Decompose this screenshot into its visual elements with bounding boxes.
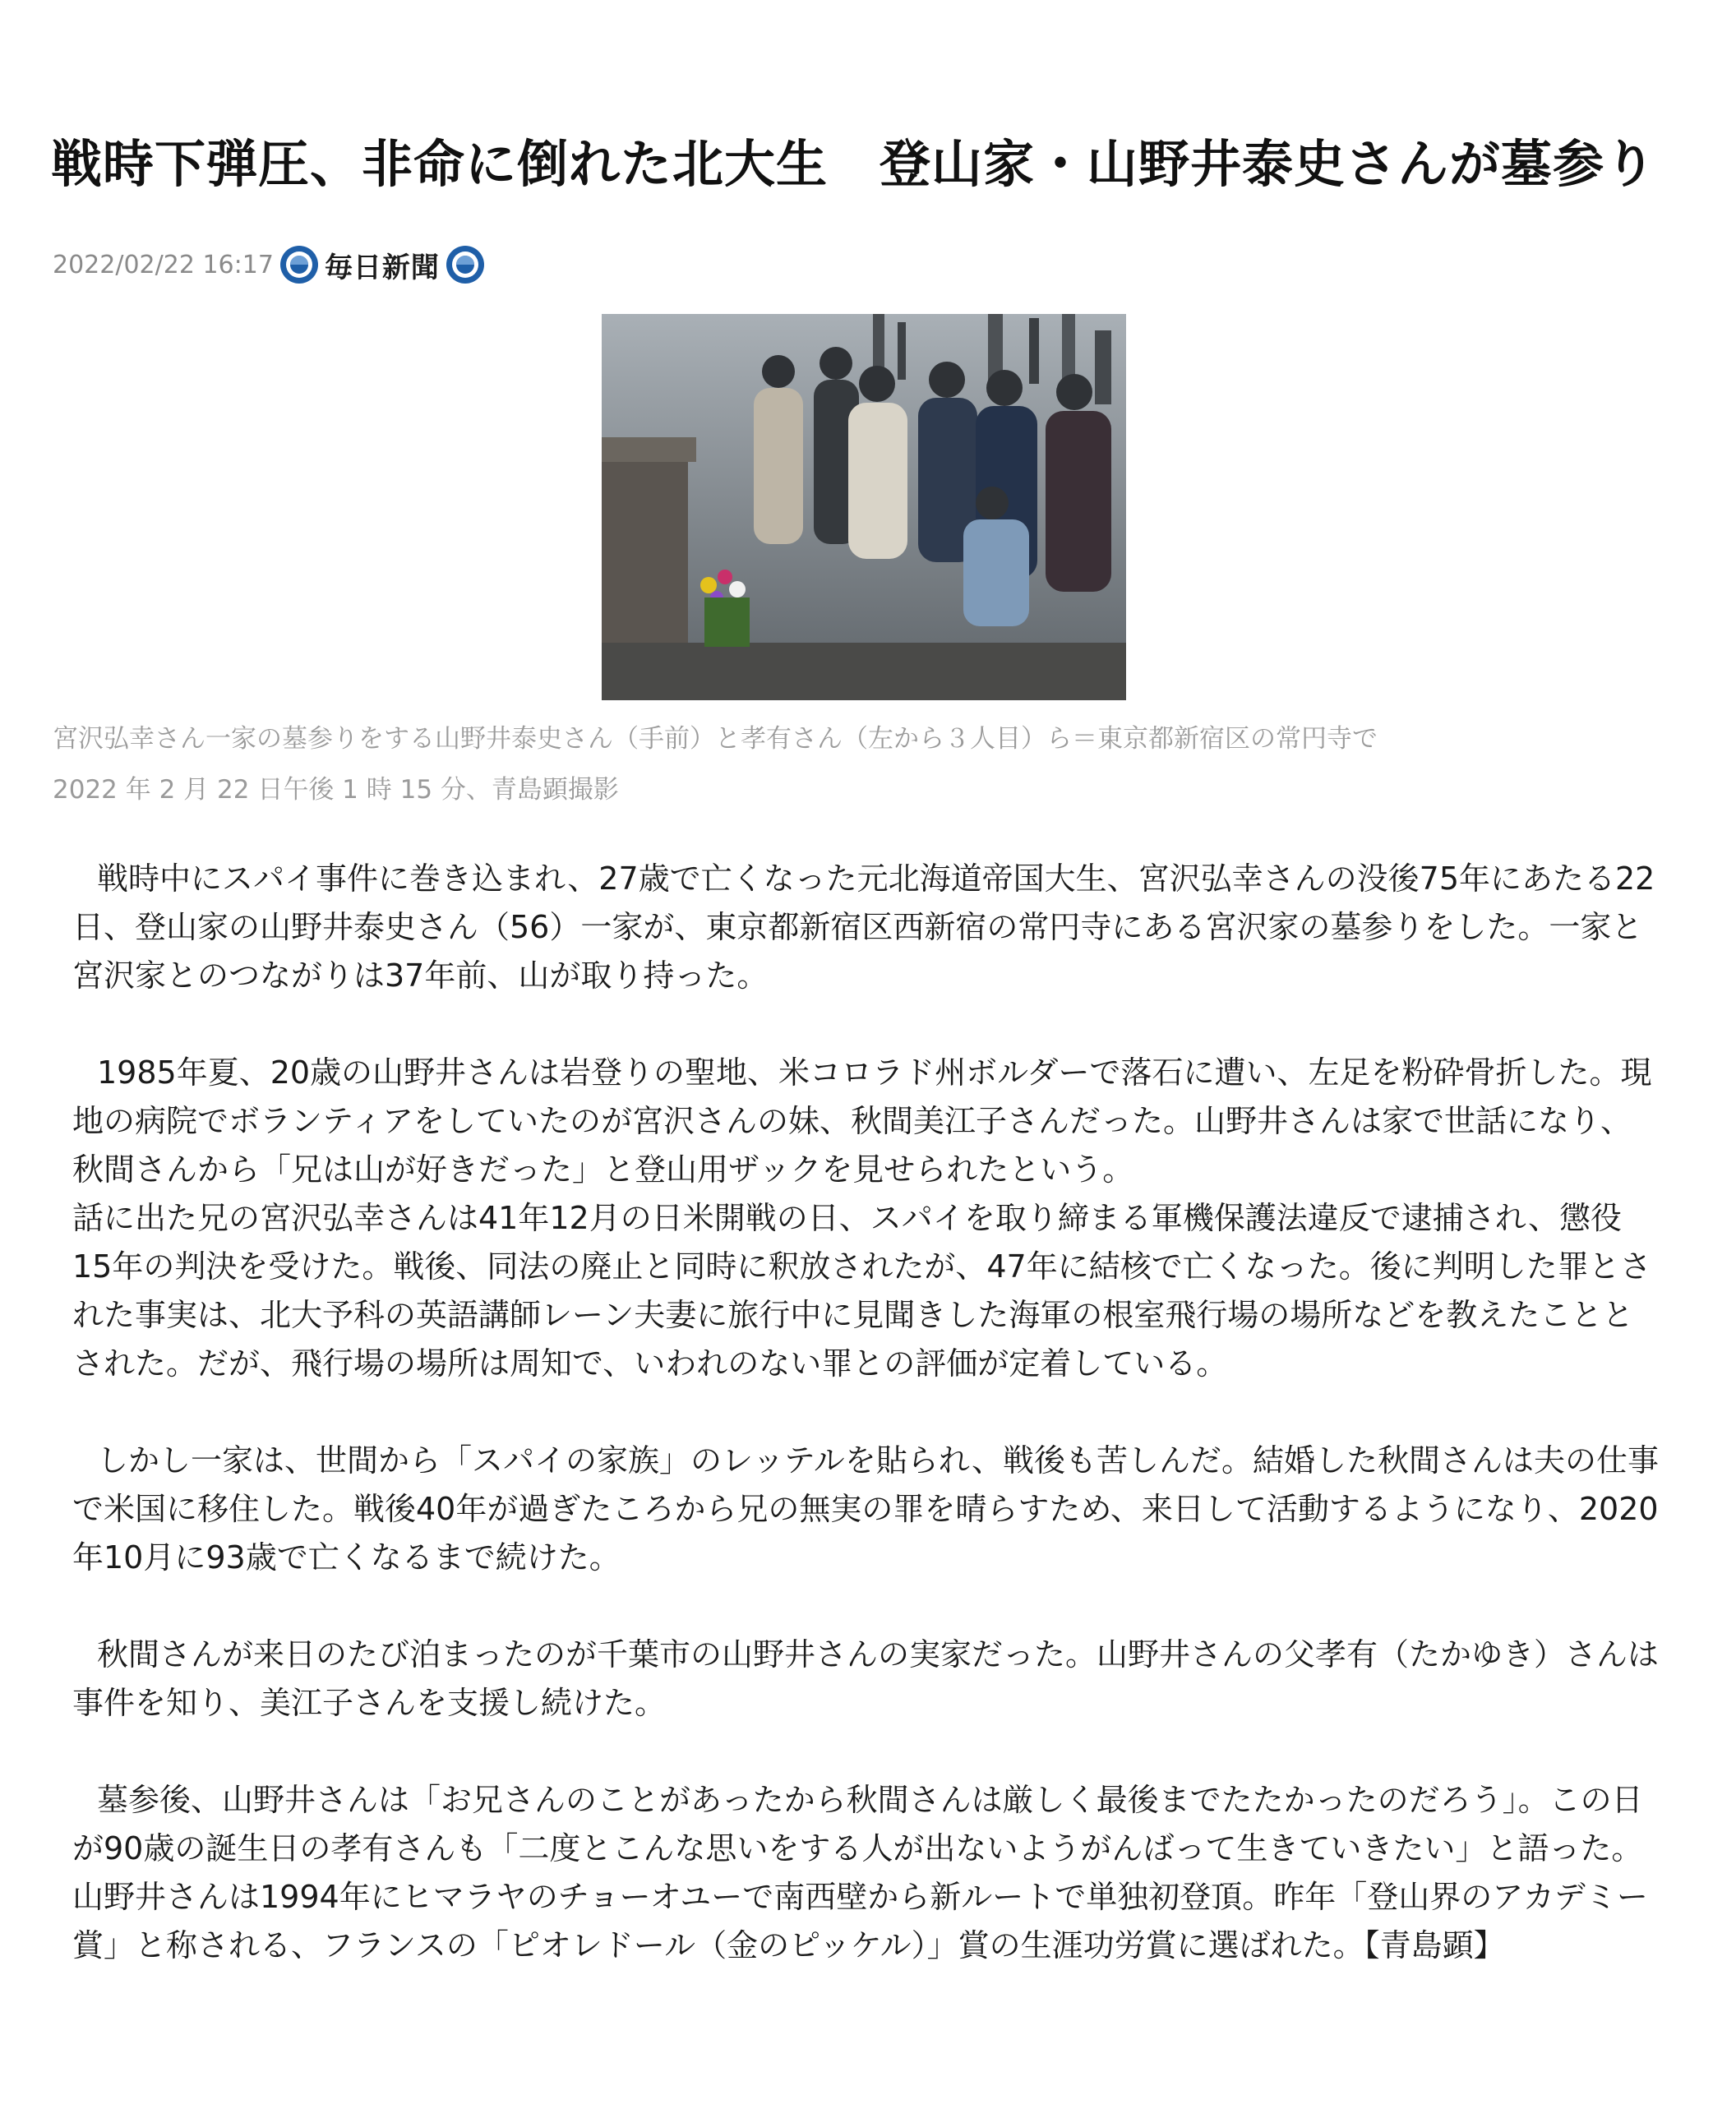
paragraph-2: 1985年夏、20歳の山野井さんは岩登りの聖地、米コロラド州ボルダーで落石に遭い、左足を粉砕骨折した。現地の病院でボランティアをしていたのが宮沢さんの妹、秋間美江子さんだった。山野井さんは家で世話になり、秋間さんから「兄は山が好きだった」と登山用ザックを見せられたという。: [72, 1054, 1652, 1188]
source-logo: [279, 244, 486, 285]
caption-line-2: 2022 年 2 月 22 日午後 1 時 15 分、青島顕撮影: [53, 775, 619, 805]
paragraph-5: 秋間さんが来日のたび泊まったのが千葉市の山野井さんの実家だった。山野井さんの父孝有（たかゆき）さんは事件を知り、美江子さんを支援し続けた。: [72, 1636, 1660, 1721]
logo-wordmark: 毎日新聞: [324, 251, 440, 284]
caption-line-1: 宮沢弘幸さん一家の墓参りをする山野井泰史さん（手前）と孝有さん（左から３人目）ら＝東京都新宿区の常円寺で: [53, 724, 1378, 754]
logo-globe-icon-right: [445, 244, 486, 285]
photo-icon: [602, 314, 1126, 700]
article-meta: [53, 235, 486, 294]
logo-globe-icon: [279, 244, 320, 285]
paragraph-6: 墓参後、山野井さんは「お兄さんのことがあったから秋間さんは厳しく最後までたたかったのだろう」。この日が90歳の誕生日の孝有さんも「二度とこんな思いをする人が出ないようがんばって生きていきたい」と語った。 山野井さんは1994年にヒマラヤのチョーオユーで南西壁から新ルートで単独初登頂。昨年「登山界のアカデミー賞」と称される、フランスの「ピオレドール（金のピッケル）」賞の生涯功労賞に選ばれた。【青島顕】: [72, 1782, 1659, 1963]
article-headline: 戦時下弾圧、非命に倒れた北大生 登山家・山野井泰史さんが墓参り: [51, 133, 1657, 194]
publish-timestamp: 2022/02/22 16:17: [53, 250, 274, 279]
paragraph-1: 戦時中にスパイ事件に巻き込まれ、27歳で亡くなった元北海道帝国大生、宮沢弘幸さんの没後75年にあたる22日、登山家の山野井泰史さん（56）一家が、東京都新宿区西新宿の常円寺にある宮沢家の墓参りをした。一家と宮沢家とのつながりは37年前、山が取り持った。: [72, 861, 1655, 994]
paragraph-4: しかし一家は、世間から「スパイの家族」のレッテルを貼られ、戦後も苦しんだ。結婚した秋間さんは夫の仕事で米国に移住した。戦後40年が過ぎたころから兄の無実の罪を晴らすため、来日して活動するようになり、2020年10月に93歳で亡くなるまで続けた。: [72, 1442, 1660, 1576]
paragraph-3: 話に出た兄の宮沢弘幸さんは41年12月の日米開戦の日、スパイを取り締まる軍機保護法違反で逮捕され、懲役15年の判決を受けた。戦後、同法の廃止と同時に釈放されたが、47年に結核で亡くなった。後に判明した罪とされた事実は、北大予科の英語講師レーン夫妻に旅行中に見聞きした海軍の根室飛行場の場所などを教えたこととされた。だが、飛行場の場所は周知で、いわれのない罪との評価が定着している。: [72, 1200, 1651, 1382]
article-body: [72, 855, 1659, 2019]
article-photo: [602, 314, 1126, 700]
photo-caption: [53, 713, 1688, 815]
